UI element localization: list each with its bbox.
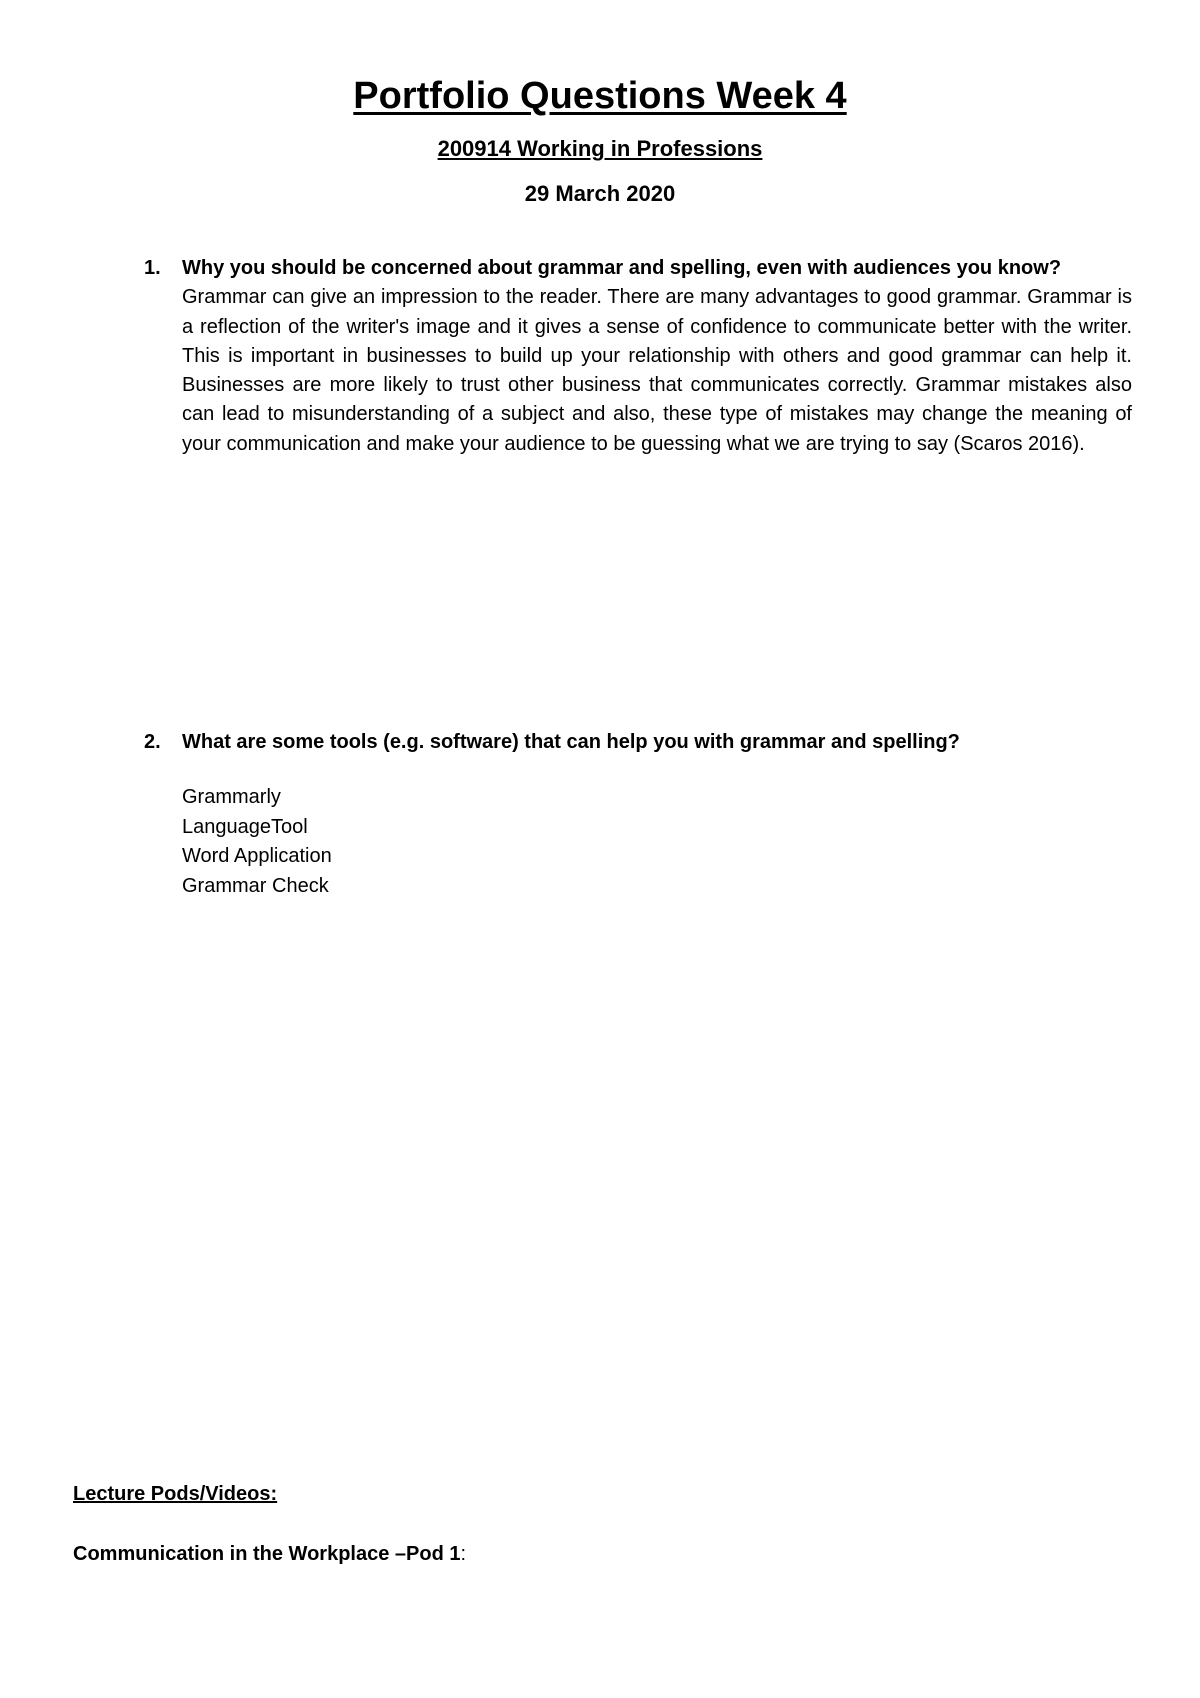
list-item: LanguageTool (182, 815, 308, 838)
page-title: Portfolio Questions Week 4 (353, 75, 847, 117)
tools-list (182, 783, 332, 901)
list-item: Grammarly (182, 786, 281, 808)
question-1-answer: Grammar can give an impression to the reader. There are many advantages to good grammar. Grammar is a reflection of the writer's image and it gives a sense of confidence to communicate better with the writer. This is important in businesses to build up your relationship with others and good grammar can help it. Businesses are more likely to trust other business that communicates correctly. Grammar mistakes also can lead to misunderstanding of a subject and also, these type of mistakes may change the meaning of your communication and make your audience to be guessing what we are trying to say (Scaros 2016). (182, 286, 1132, 455)
list-item: Word Application (182, 845, 332, 867)
pod-suffix: : (460, 1543, 467, 1565)
document-date: 29 March 2020 (524, 181, 676, 206)
question-2-number: 2. (144, 731, 161, 753)
question-2-block (182, 728, 1132, 757)
question-1-text: Why you should be concerned about grammar and spelling, even with audiences you know? (182, 257, 1062, 279)
pod-line (73, 1540, 466, 1568)
question-2-text: What are some tools (e.g. software) that can help you with grammar and spelling? (182, 731, 960, 753)
unit-subtitle: 200914 Working in Professions (437, 136, 763, 161)
list-item: Grammar Check (182, 874, 329, 897)
question-1-block (182, 254, 1132, 459)
question-1-number: 1. (144, 257, 161, 279)
lecture-heading: Lecture Pods/Videos: (73, 1483, 278, 1505)
pod-title: Communication in the Workplace –Pod 1 (73, 1543, 461, 1565)
